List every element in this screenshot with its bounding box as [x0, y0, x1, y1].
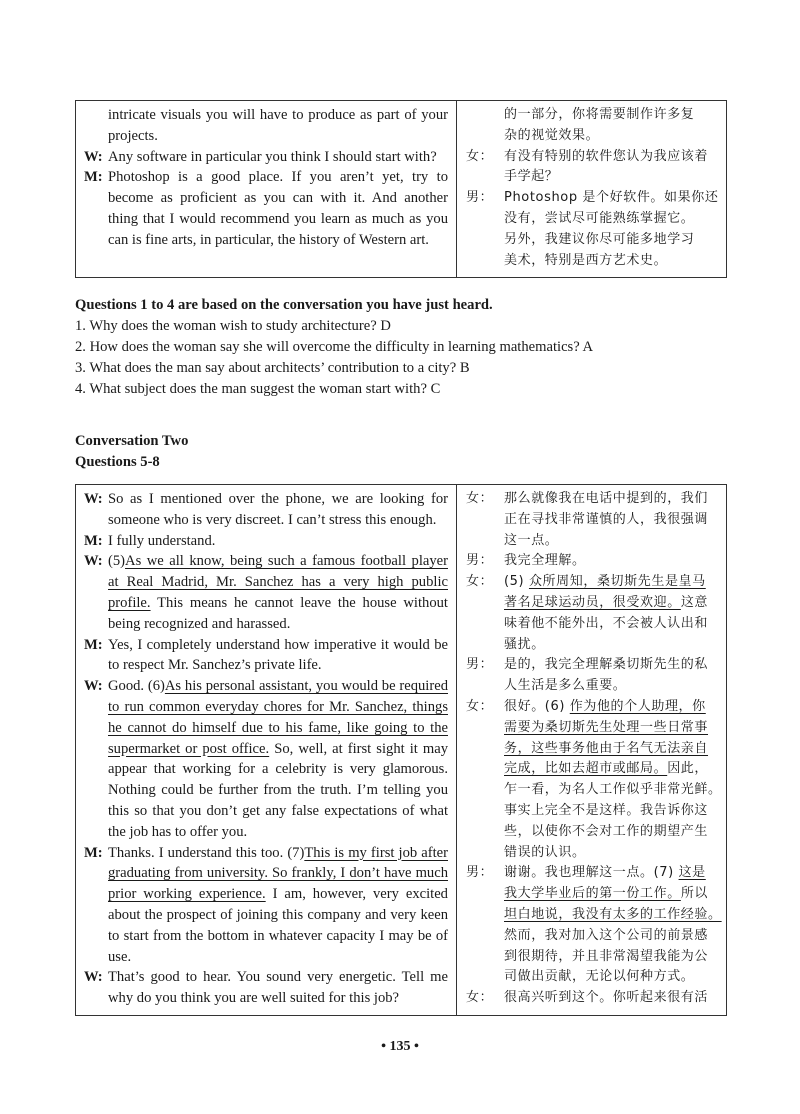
text-segment: thing that I would recommend you learn as much as you: [108, 210, 448, 227]
transcript-line-en: [84, 167, 448, 188]
underlined-text: This is my first job after: [304, 844, 448, 861]
text-segment: 的一部分，你将需要制作许多复: [504, 107, 695, 122]
underlined-text: 众所周知，桑切斯先生是皇马: [528, 574, 706, 590]
text-segment: 些，以使你不会对工作的期望产生: [504, 823, 709, 839]
transcript-line-zh: [464, 572, 718, 593]
text-segment: this so that you don’t get any false expectations of what: [108, 802, 448, 819]
underlined-text: 完成，比如去超市或邮局。: [504, 761, 668, 777]
underlined-text: As we all know, being such a famous football player: [125, 553, 448, 570]
transcript-line-en: [84, 905, 448, 926]
column-divider: [456, 101, 457, 277]
underlined-text: supermarket or post office.: [108, 740, 270, 757]
transcript-line-zh: [464, 635, 718, 656]
transcript-line-zh: [464, 801, 718, 822]
text-segment: intricate visuals you will have to produce as part of your: [108, 107, 448, 123]
transcript-line-zh: [464, 780, 722, 801]
transcript-line-zh: [464, 251, 718, 272]
text-segment: 没有，尝试尽可能熟练掌握它。: [504, 210, 695, 226]
text-segment: 很好。(6): [504, 698, 570, 714]
text-segment: 到很期待，并且非常渴望我能为公: [504, 948, 709, 964]
transcript-box-2: [75, 484, 727, 1016]
text-segment: 谢谢。我也理解这一点。(7): [504, 865, 679, 881]
transcript-line-en: [84, 967, 448, 988]
text-segment: Yes, I completely understand how imperative it would be: [108, 636, 448, 653]
transcript-line-zh: [464, 614, 718, 635]
transcript-line-zh: [464, 739, 718, 760]
transcript-line-zh: [464, 531, 718, 552]
text-segment: 事实上完全不是这样。我告诉你这: [504, 802, 709, 818]
transcript-line-en: [84, 147, 448, 168]
transcript-line-en: [84, 697, 448, 718]
text-segment: to respect Mr. Sanchez’s private life.: [108, 657, 322, 674]
chinese-column: [464, 105, 718, 271]
text-segment: 乍一看，为名人工作似乎非常光鲜。: [504, 782, 722, 798]
transcript-line-en: [84, 614, 448, 635]
text-segment: why do you think you are well suited for this job?: [108, 990, 400, 1007]
text-segment: 很高兴听到这个。你听起来很有活: [504, 990, 709, 1006]
text-segment: Good. (6): [108, 678, 165, 695]
text-segment: (5): [108, 553, 126, 570]
transcript-line-en: [84, 780, 448, 801]
underlined-text: 我大学毕业后的第一份工作。: [504, 886, 681, 902]
transcript-line-en: [84, 739, 448, 760]
speaker-label: 男：: [466, 657, 494, 673]
text-segment: appear that working for a celebrity is very glamorous.: [108, 761, 448, 778]
transcript-line-en: [84, 593, 448, 614]
underlined-text: he cannot do himself due to his fame, like going to the: [108, 719, 448, 736]
transcript-line-en: [84, 843, 448, 864]
underlined-text: 这是: [678, 865, 706, 881]
speaker-label: 男：: [466, 553, 494, 569]
transcript-line-en: [84, 801, 448, 822]
transcript-line-zh: [464, 489, 718, 510]
transcript-line-zh: [464, 967, 718, 988]
transcript-line-zh: [464, 843, 718, 864]
transcript-line-en: [84, 188, 448, 209]
question-item: 1. Why does the woman wish to study architecture? D: [75, 318, 391, 334]
text-segment: being recognized and harassed.: [108, 615, 291, 632]
text-segment: 美术，特别是西方艺术史。: [504, 252, 668, 268]
text-segment: become as proficient as you can with it. And another: [108, 190, 448, 207]
transcript-line-en: [84, 551, 448, 572]
text-segment: I fully understand.: [108, 532, 216, 549]
speaker-label: 女：: [466, 491, 494, 506]
speaker-label: M:: [84, 844, 103, 861]
question-item: 3. What does the man say about architects’ contribution to a city? B: [75, 360, 470, 376]
underlined-text: 务，这些事务他由于名气无法亲自: [504, 740, 709, 756]
transcript-line-en: [84, 510, 448, 531]
text-segment: This means he cannot leave the house without: [150, 594, 448, 611]
transcript-line-en: [84, 655, 448, 676]
underlined-text: 著名足球运动员，很受欢迎。: [504, 594, 681, 610]
transcript-line-zh: [464, 718, 718, 739]
speaker-label: M:: [84, 532, 103, 549]
transcript-line-en: [84, 947, 448, 968]
text-segment: Any software in particular you think I should start with?: [108, 148, 437, 165]
questions-heading: Questions 1 to 4 are based on the conversation you have just heard.: [75, 297, 493, 313]
english-column: [84, 105, 448, 251]
transcript-line-en: [84, 718, 448, 739]
transcript-line-en: [84, 209, 448, 230]
speaker-label: 男：: [466, 865, 494, 881]
transcript-line-zh: [464, 988, 718, 1009]
transcript-line-en: [84, 126, 448, 147]
conversation-title: Conversation Two: [75, 433, 189, 449]
column-divider: [456, 485, 457, 1015]
page-number: • 135 •: [381, 1039, 419, 1054]
transcript-line-zh: [464, 822, 718, 843]
english-column: [84, 489, 448, 1009]
transcript-line-zh: [464, 126, 718, 147]
transcript-line-en: [84, 230, 448, 251]
text-segment: 手学起？: [504, 169, 559, 185]
transcript-line-zh: [464, 510, 718, 531]
underlined-text: 坦白地说，我没有太多的工作经验。: [504, 906, 722, 922]
text-segment: Photoshop 是个好软件。如果你还: [504, 190, 719, 206]
speaker-label: W:: [84, 553, 103, 570]
transcript-line-zh: [464, 697, 718, 718]
question-item: 2. How does the woman say she will overcome the difficulty in learning mathematics? A: [75, 339, 594, 355]
speaker-label: W:: [84, 148, 103, 165]
transcript-line-zh: [464, 905, 722, 926]
speaker-label: M:: [84, 636, 103, 653]
transcript-box-1: [75, 100, 727, 278]
transcript-line-zh: [464, 655, 718, 676]
transcript-line-en: [84, 863, 448, 884]
speaker-label: 女：: [466, 148, 494, 164]
transcript-line-en: [84, 884, 448, 905]
transcript-line-zh: [464, 188, 718, 209]
speaker-label: 男：: [466, 190, 494, 206]
text-segment: (5): [504, 574, 529, 590]
text-segment: So, well, at first sight it may: [269, 740, 448, 757]
underlined-text: 作为他的个人助理，你: [569, 698, 706, 714]
text-segment: 司做出贡献，无论以何种方式。: [504, 969, 695, 985]
transcript-line-en: [84, 822, 448, 843]
transcript-line-en: [84, 105, 448, 126]
transcript-line-zh: [464, 209, 718, 230]
transcript-line-en: [84, 531, 448, 552]
text-segment: can is fine arts, in particular, the history of Western art.: [108, 231, 429, 248]
transcript-line-en: [84, 759, 448, 780]
text-segment: I am, however, very excited: [265, 886, 448, 903]
underlined-text: prior working experience.: [108, 886, 266, 903]
text-segment: 有没有特别的软件您认为我应该着: [504, 148, 709, 164]
text-segment: Thanks. I understand this too. (7): [108, 844, 305, 861]
speaker-label: W:: [84, 678, 103, 695]
transcript-line-zh: [464, 759, 718, 780]
text-segment: That’s good to hear. You sound very energetic. Tell me: [108, 969, 448, 986]
text-segment: 另外，我建议你尽可能多地学习: [504, 231, 695, 247]
underlined-text: to run common everyday chores for Mr. Sanchez, things: [108, 698, 448, 715]
transcript-line-en: [84, 572, 448, 593]
text-segment: 骚扰。: [504, 636, 545, 652]
chinese-column: [464, 489, 722, 1009]
text-segment: 味着他不能外出，不会被人认出和: [504, 615, 709, 631]
transcript-line-zh: [464, 551, 718, 572]
text-segment: 是的，我完全理解桑切斯先生的私: [504, 657, 709, 673]
underlined-text: graduating from university. So frankly, I don’t have much: [108, 865, 448, 882]
text-segment: So as I mentioned over the phone, we are looking for: [108, 491, 448, 507]
text-segment: projects.: [108, 127, 158, 144]
underlined-text: 需要为桑切斯先生处理一些日常事: [504, 719, 709, 735]
text-segment: 人生活是多么重要。: [504, 678, 627, 694]
text-segment: 正在寻找非常谨慎的人，我很强调: [504, 511, 709, 527]
text-segment: 这意: [680, 594, 709, 610]
text-segment: someone who is very discreet. I can’t stress this enough.: [108, 511, 437, 528]
question-item: 4. What subject does the man suggest the woman start with? C: [75, 381, 441, 397]
text-segment: 因此，: [667, 761, 709, 777]
text-segment: Photoshop is a good place. If you aren’t yet, try to: [108, 169, 448, 186]
text-segment: to start from the bottom in whatever capacity I may be of: [108, 927, 448, 944]
transcript-line-zh: [464, 147, 718, 168]
underlined-text: at Real Madrid, Mr. Sanchez has a very high public: [108, 574, 448, 591]
text-segment: the job has to offer you.: [108, 823, 248, 840]
text-segment: 然而，我对加入这个公司的前景感: [504, 927, 709, 943]
conversation-subtitle: Questions 5-8: [75, 454, 160, 470]
transcript-line-zh: [464, 593, 718, 614]
transcript-line-zh: [464, 947, 718, 968]
text-segment: use.: [108, 948, 132, 965]
underlined-text: profile.: [108, 594, 151, 611]
text-segment: 所以: [680, 886, 709, 902]
speaker-label: 女：: [466, 698, 494, 714]
text-segment: 那么就像我在电话中提到的，我们: [504, 491, 709, 506]
text-segment: 杂的视觉效果。: [504, 127, 600, 143]
transcript-line-zh: [464, 926, 718, 947]
transcript-line-zh: [464, 863, 718, 884]
speaker-label: M:: [84, 169, 103, 186]
transcript-line-en: [84, 489, 448, 510]
transcript-line-en: [84, 676, 448, 697]
transcript-line-zh: [464, 230, 718, 251]
transcript-line-en: [84, 635, 448, 656]
transcript-line-zh: [464, 105, 718, 126]
transcript-line-zh: [464, 676, 718, 697]
speaker-label: 女：: [466, 574, 494, 590]
text-segment: 错误的认识。: [504, 844, 586, 860]
transcript-line-en: [84, 988, 448, 1009]
transcript-line-zh: [464, 167, 718, 188]
transcript-line-zh: [464, 884, 718, 905]
text-segment: about the prospect of joining this company and very keen: [108, 906, 448, 923]
speaker-label: W:: [84, 491, 103, 507]
transcript-line-en: [84, 926, 448, 947]
underlined-text: As his personal assistant, you would be required: [164, 678, 448, 695]
text-segment: Nothing could be further from the truth. I’m telling you: [108, 782, 448, 799]
speaker-label: W:: [84, 969, 103, 986]
text-segment: 我完全理解。: [504, 553, 586, 569]
speaker-label: 女：: [466, 990, 494, 1006]
text-segment: 这一点。: [504, 532, 559, 548]
